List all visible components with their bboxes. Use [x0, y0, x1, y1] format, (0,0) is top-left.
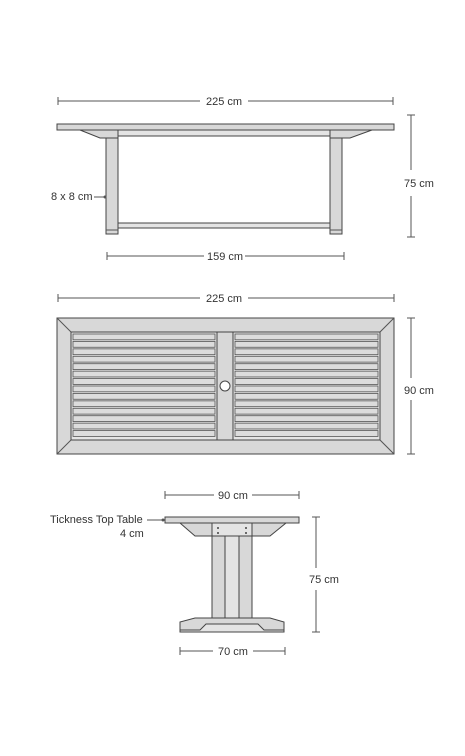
- slat: [235, 371, 378, 377]
- slat: [235, 431, 378, 437]
- thickness-dimension: [50, 514, 165, 540]
- side-leg-right: [239, 536, 252, 618]
- slat: [73, 341, 215, 347]
- slat: [235, 416, 378, 422]
- side-left-bracket: [180, 523, 212, 536]
- front-view: [51, 96, 434, 263]
- slat: [73, 371, 215, 377]
- front-height-dimension: [404, 115, 434, 237]
- slat: [73, 393, 215, 399]
- side-apron: [212, 523, 252, 536]
- slat: [235, 408, 378, 414]
- slat: [235, 334, 378, 340]
- front-height-label: 75 cm: [404, 178, 434, 190]
- front-stretcher: [118, 223, 330, 228]
- slat: [235, 364, 378, 370]
- top-width-label: 225 cm: [205, 293, 243, 305]
- top-depth-dimension: [404, 318, 434, 454]
- slat: [235, 386, 378, 392]
- slat: [235, 379, 378, 385]
- slat: [73, 386, 215, 392]
- leg-spacing-dimension: [107, 251, 344, 263]
- slat: [235, 401, 378, 407]
- slat: [235, 356, 378, 362]
- front-width-label: 225 cm: [205, 96, 243, 108]
- top-view: [57, 293, 434, 454]
- slat: [73, 334, 215, 340]
- slat: [235, 341, 378, 347]
- side-leg-gap: [225, 536, 239, 618]
- slat: [73, 408, 215, 414]
- slat: [235, 393, 378, 399]
- side-tabletop: [165, 517, 299, 523]
- slat: [73, 416, 215, 422]
- slat: [73, 379, 215, 385]
- leg-size-dimension: [51, 191, 107, 203]
- slat: [73, 356, 215, 362]
- front-left-bracket: [80, 130, 118, 138]
- front-right-leg: [330, 138, 342, 234]
- slat: [73, 349, 215, 355]
- side-top-width-label: 90 cm: [218, 490, 248, 502]
- side-base-width-label: 70 cm: [218, 646, 248, 658]
- slat: [73, 364, 215, 370]
- thickness-label-line1: Tickness Top Table: [50, 514, 143, 526]
- side-base-width-dimension: [180, 646, 285, 658]
- thickness-label-line2: 4 cm: [120, 528, 144, 540]
- slat: [73, 401, 215, 407]
- front-right-bracket: [330, 130, 372, 138]
- top-depth-label: 90 cm: [404, 385, 434, 397]
- leg-size-label: 8 x 8 cm: [51, 191, 93, 203]
- top-width-dimension: [58, 293, 394, 305]
- front-apron: [118, 130, 330, 136]
- slat: [235, 349, 378, 355]
- side-view: [50, 490, 339, 658]
- side-right-bracket: [252, 523, 286, 536]
- parasol-hole: [220, 381, 230, 391]
- side-height-dimension: [309, 517, 339, 632]
- slat: [235, 423, 378, 429]
- front-tabletop: [57, 124, 394, 130]
- front-width-dimension: [58, 96, 393, 108]
- slat: [73, 423, 215, 429]
- side-top-width-dimension: [165, 490, 299, 502]
- front-left-leg: [106, 138, 118, 234]
- slat: [73, 431, 215, 437]
- side-height-label: 75 cm: [309, 574, 339, 586]
- leg-spacing-label: 159 cm: [206, 251, 244, 263]
- side-leg-left: [212, 536, 225, 618]
